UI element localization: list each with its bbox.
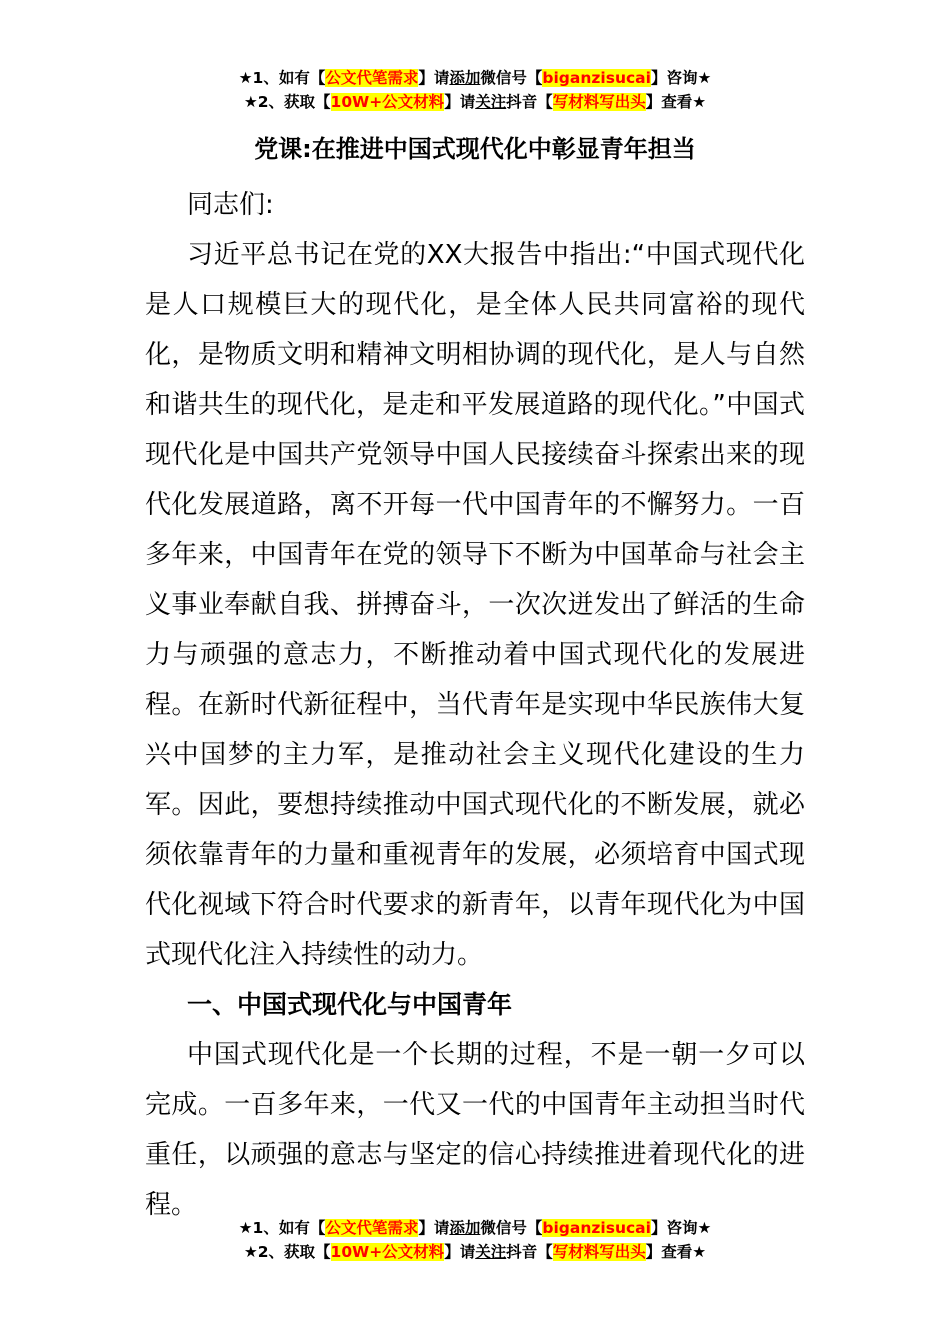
bottom-banner xyxy=(0,1216,950,1264)
banner-line2-suffix: 】查看★ xyxy=(645,1243,707,1261)
banner-line2-underline: 关注 xyxy=(475,93,507,111)
banner-line1-prefix: ★1、如有【 xyxy=(238,69,326,87)
paragraph-2: 中国式现代化是一个长期的过程，不是一朝一夕可以完成。一百多年来，一代又一代的中国青年主动担当时代重任，以顽强的意志与坚定的信心持续推进着现代化的进程。 xyxy=(145,1040,805,1220)
banner-line1-underline: 添加 xyxy=(449,69,481,87)
banner-line-1 xyxy=(0,66,950,90)
banner-line2-prefix: ★2、获取【 xyxy=(243,1243,331,1261)
salutation: 同志们: xyxy=(187,190,274,220)
douyin-account-highlight: 写材料写出头 xyxy=(552,93,646,111)
banner-line2-suffix: 】查看★ xyxy=(645,93,707,111)
douyin-account-highlight: 写材料写出头 xyxy=(552,1243,646,1261)
document-title: 党课:在推进中国式现代化中彰显青年担当 xyxy=(254,135,696,163)
banner-line1-underline: 添加 xyxy=(449,1219,481,1237)
banner-line1-suffix: 】咨询★ xyxy=(650,69,712,87)
banner-line2-mid2: 抖音【 xyxy=(506,1243,553,1261)
banner-line1-prefix: ★1、如有【 xyxy=(238,1219,326,1237)
section-1-heading: 一、中国式现代化与中国青年 xyxy=(187,990,513,1019)
materials-highlight: 10W+公文材料 xyxy=(330,1243,445,1261)
banner-line2-mid1: 】请 xyxy=(444,93,476,111)
banner-line-2 xyxy=(0,90,950,114)
banner-line2-underline: 关注 xyxy=(475,1243,507,1261)
banner-line2-prefix: ★2、获取【 xyxy=(243,93,331,111)
paragraph-1: 习近平总书记在党的XX大报告中指出:“中国式现代化是人口规模巨大的现代化，是全体人民共同富裕的现代化，是物质文明和精神文明相协调的现代化，是人与自然和谐共生的现代化，是走和平发展道路的现代化。”中国式现代化是中国共产党领导中国人民接续奋斗探索出来的现代化发展道路，离不开每一代中国青年的不懈努力。一百多年来，中国青年在党的领导下不断为中国革命与社会主义事业奉献自我、拼搏奋斗，一次次迸发出了鲜活的生命力与顽强的意志力，不断推动着中国式现代化的发展进程。在新时代新征程中，当代青年是实现中华民族伟大复兴中国梦的主力军，是推动社会主义现代化建设的生力军。因此，要想持续推动中国式现代化的不断发展，就必须依靠青年的力量和重视青年的发展，必须培育中国式现代化视域下符合时代要求的新青年，以青年现代化为中国式现代化注入持续性的动力。 xyxy=(145,240,805,970)
banner-line2-mid1: 】请 xyxy=(444,1243,476,1261)
materials-highlight: 10W+公文材料 xyxy=(330,93,445,111)
service-highlight: 公文代笔需求 xyxy=(325,1219,419,1237)
banner-line-2 xyxy=(0,1240,950,1264)
banner-line2-mid2: 抖音【 xyxy=(506,93,553,111)
banner-line1-suffix: 】咨询★ xyxy=(650,1219,712,1237)
document-body xyxy=(145,180,805,1230)
service-highlight: 公文代笔需求 xyxy=(325,69,419,87)
top-banner xyxy=(0,66,950,114)
banner-line-1 xyxy=(0,1216,950,1240)
wechat-id-highlight: biganzisucai xyxy=(542,69,651,87)
wechat-id-highlight: biganzisucai xyxy=(542,1219,651,1237)
banner-line1-mid1: 】请 xyxy=(418,69,450,87)
banner-line1-mid2: 微信号【 xyxy=(480,69,543,87)
banner-line1-mid2: 微信号【 xyxy=(480,1219,543,1237)
banner-line1-mid1: 】请 xyxy=(418,1219,450,1237)
